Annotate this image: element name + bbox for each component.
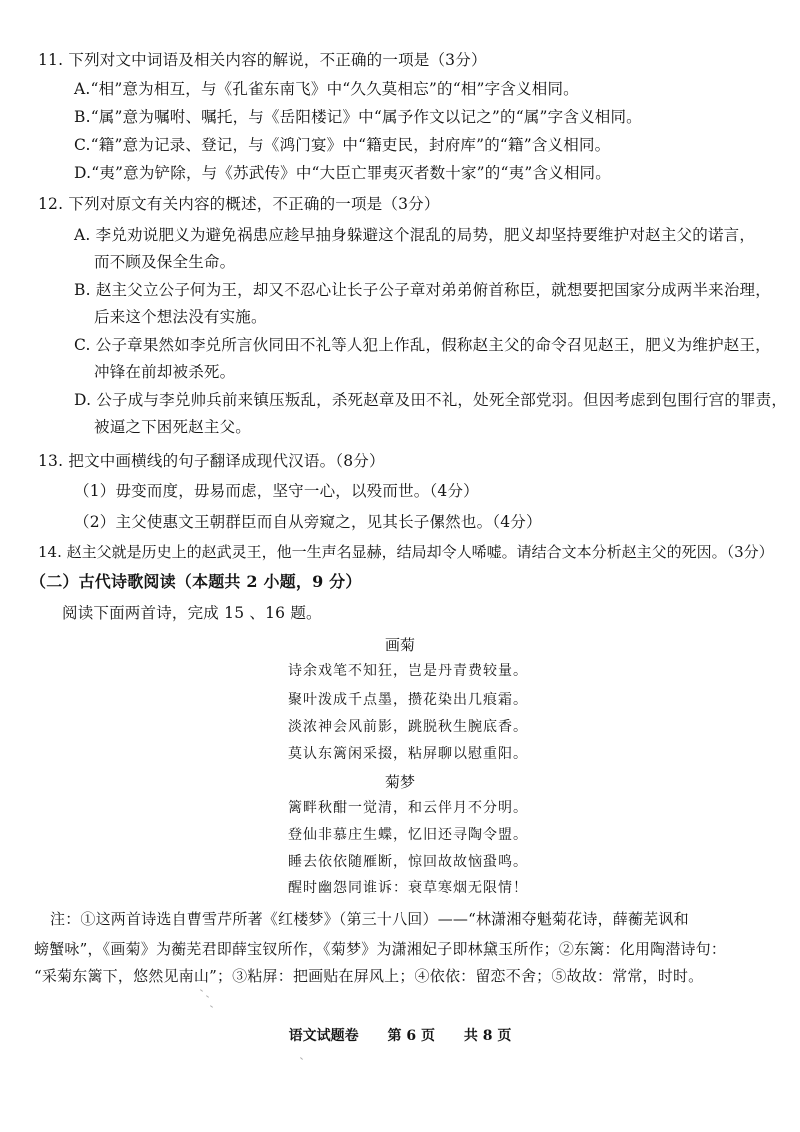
scan-speck [200,989,203,992]
footer-paper-name: 语文试题卷 [288,1028,359,1044]
question-11-option-d: D.“夷”意为铲除，与《苏武传》中“大臣亡罪夷灭者数十家”的“夷”含义相同。 [74,164,611,182]
question-11-stem: 11. 下列对文中词语及相关内容的解说，不正确的一项是（3分） [38,51,487,69]
poem-title: 画菊 [384,636,415,654]
poem-note-cont: “采菊东篱下，悠然见南山”；③粘屏：把画贴在屏风上；④依依：留恋不舍；⑤故故：常常，时时。 [34,967,704,985]
poem-note-cont: 螃蟹咏”，《画菊》为蘅芜君即薛宝钗所作，《菊梦》为潇湘妃子即林黛玉所作；②东篱：化用陶潜诗句： [34,940,727,958]
scan-speck [210,1005,213,1008]
question-11-option-c: C.“籍”意为记录、登记，与《鸿门宴》中“籍吏民，封府库”的“籍”含义相同。 [74,136,611,154]
footer-total-pages: 共 8 页 [463,1028,512,1044]
poem-note: 注：①这两首诗选自曹雪芹所著《红楼梦》（第三十八回）——“林潇湘夺魁菊花诗，薛蘅芜讽和 [50,910,689,928]
question-12-option-c: C. 公子章果然如李兑所言伙同田不礼等人犯上作乱，假称赵主父的命令召见赵王，肥义为维护赵王， [74,336,771,354]
question-12-option-b-cont: 后来这个想法没有实施。 [94,308,267,326]
question-12-option-c-cont: 冲锋在前却被杀死。 [94,363,236,381]
poem-line: 聚叶泼成千点墨，攒花染出几痕霜。 [288,692,528,708]
question-12-option-d-cont: 被逼之下困死赵主父。 [94,418,252,436]
scan-speck [300,1057,303,1060]
footer-page-number: 第 6 页 [387,1028,435,1044]
question-13-item-2: （2）主父使惠文王朝群臣而自从旁窥之，见其长子傫然也。（4分） [74,513,542,531]
page-footer [0,1026,800,1046]
poem-line: 莫认东篱闲采掇，粘屏聊以慰重阳。 [288,746,528,762]
question-11-option-b: B.“属”意为嘱咐、嘱托，与《岳阳楼记》中“属予作文以记之”的“属”字含义相同。 [74,108,642,126]
poem-line: 醒时幽怨同谁诉：衰草寒烟无限情！ [288,880,528,896]
question-12-option-a-cont: 而不顾及保全生命。 [94,253,236,271]
section-intro: 阅读下面两首诗，完成 15 、16 题。 [62,604,322,622]
question-14-stem: 14. 赵主父就是历史上的赵武灵王，他一生声名显赫，结局却令人唏嘘。请结合文本分析赵主父的死因。（3分） [38,543,774,561]
question-11-option-a: A.“相”意为相互，与《孔雀东南飞》中“久久莫相忘”的“相”字含义相同。 [74,80,579,98]
question-12-option-d: D. 公子成与李兑帅兵前来镇压叛乱，杀死赵章及田不礼，处死全部党羽。但因考虑到包围行宫的罪责， [74,391,788,409]
scan-speck [206,995,209,998]
question-12-option-a: A. 李兑劝说肥义为避免祸患应趁早抽身躲避这个混乱的局势，肥义却坚持要维护对赵主父的诺言， [74,226,756,244]
question-12-stem: 12. 下列对原文有关内容的概述，不正确的一项是（3分） [38,195,440,213]
poem-line: 篱畔秋酣一觉清，和云伴月不分明。 [288,800,528,816]
poem-line: 淡浓神会风前影，跳脱秋生腕底香。 [288,719,528,735]
question-12-option-b: B. 赵主父立公子何为王，却又不忍心让长子公子章对弟弟俯首称臣，就想要把国家分成两半来治理， [74,281,771,299]
poem-line: 诗余戏笔不知狂，岂是丹青费较量。 [288,663,528,679]
poem-title: 菊梦 [384,773,415,791]
question-13-item-1: （1）毋变而度，毋易而虑，坚守一心，以殁而世。（4分） [74,482,479,500]
section-heading: （二）古代诗歌阅读（本题共 2 小题，9 分） [30,572,362,591]
question-13-stem: 13. 把文中画横线的句子翻译成现代汉语。（8分） [38,452,385,470]
poem-line: 睡去依依随雁断，惊回故故恼蛩鸣。 [288,854,528,870]
poem-line: 登仙非慕庄生蝶，忆旧还寻陶令盟。 [288,827,528,843]
